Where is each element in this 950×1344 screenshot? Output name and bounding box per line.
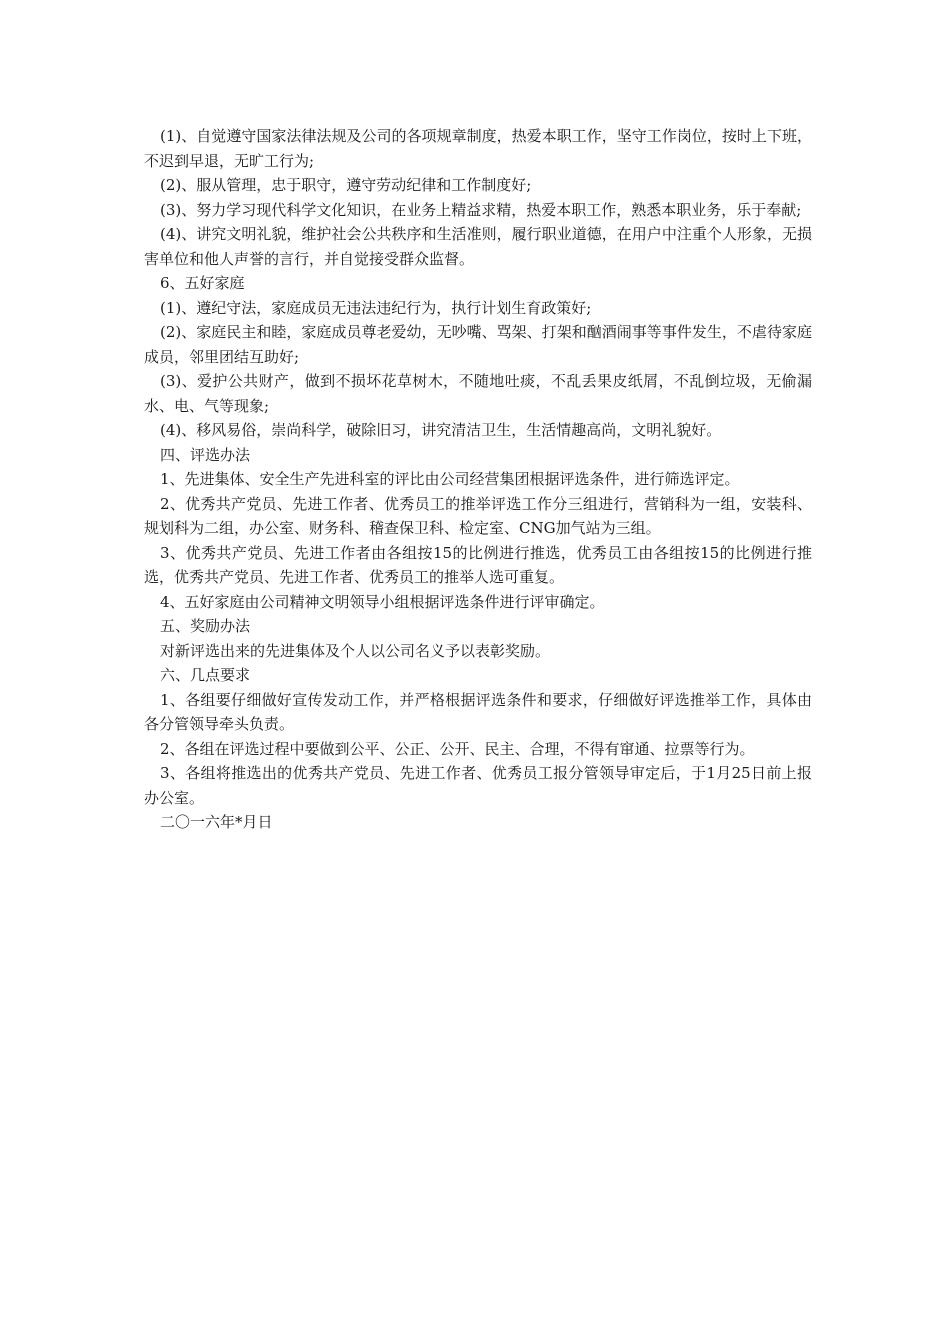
section-heading: 六、几点要求 xyxy=(160,666,251,684)
paragraph: (3)、爱护公共财产，做到不损坏花草树木，不随地吐痰，不乱丢果皮纸屑，不乱倒垃圾，无偷漏水、电、气等现象; xyxy=(144,372,812,415)
document-date: 二〇一六年*月日 xyxy=(160,813,273,831)
paragraph: (4)、移风易俗，崇尚科学，破除旧习，讲究清洁卫生，生活情趣高尚，文明礼貌好。 xyxy=(160,421,722,439)
section-heading: 五、奖励办法 xyxy=(160,617,251,635)
paragraph: (3)、努力学习现代科学文化知识，在业务上精益求精，热爱本职工作，熟悉本职业务，乐于奉献; xyxy=(160,200,802,219)
paragraph: (4)、讲究文明礼貌，维护社会公共秩序和生活准则，履行职业道德，在用户中注重个人形象，无损害单位和他人声誉的言行，并自觉接受群众监督。 xyxy=(144,225,812,268)
document-body xyxy=(144,124,812,835)
paragraph: (1)、遵纪守法，家庭成员无违法违纪行为，执行计划生育政策好; xyxy=(160,298,592,317)
section-heading: 四、评选办法 xyxy=(160,445,251,464)
section-heading: 6、五好家庭 xyxy=(160,274,245,292)
paragraph: (1)、自觉遵守国家法律法规及公司的各项规章制度，热爱本职工作，坚守工作岗位，按时上下班，不迟到早退，无旷工行为; xyxy=(144,127,812,170)
paragraph: 1、各组要仔细做好宣传发动工作，并严格根据评选条件和要求，仔细做好评选推举工作，具体由各分管领导牵头负责。 xyxy=(144,690,812,733)
paragraph: 2、各组在评选过程中要做到公平、公正、公开、民主、合理，不得有窜通、拉票等行为。 xyxy=(160,739,755,758)
paragraph: 3、优秀共产党员、先进工作者由各组按15的比例进行推选，优秀员工由各组按15的比例进行推选，优秀共产党员、先进工作者、优秀员工的推举人选可重复。 xyxy=(144,543,812,586)
paragraph: 1、先进集体、安全生产先进科室的评比由公司经营集团根据评选条件，进行筛选评定。 xyxy=(160,470,740,488)
paragraph: 2、优秀共产党员、先进工作者、优秀员工的推举评选工作分三组进行，营销科为一组，安装科、规划科为二组，办公室、财务科、稽查保卫科、检定室、CNG加气站为三组。 xyxy=(144,494,812,537)
paragraph: 3、各组将推选出的优秀共产党员、先进工作者、优秀员工报分管领导审定后，于1月25日前上报办公室。 xyxy=(144,764,812,807)
paragraph: (2)、家庭民主和睦，家庭成员尊老爱幼，无吵嘴、骂架、打架和酗酒闹事等事件发生，不虐待家庭成员，邻里团结互助好; xyxy=(144,323,812,366)
paragraph: 4、五好家庭由公司精神文明领导小组根据评选条件进行评审确定。 xyxy=(160,592,605,611)
paragraph: 对新评选出来的先进集体及个人以公司名义予以表彰奖励。 xyxy=(160,641,551,660)
paragraph: (2)、服从管理，忠于职守，遵守劳动纪律和工作制度好; xyxy=(160,176,532,194)
